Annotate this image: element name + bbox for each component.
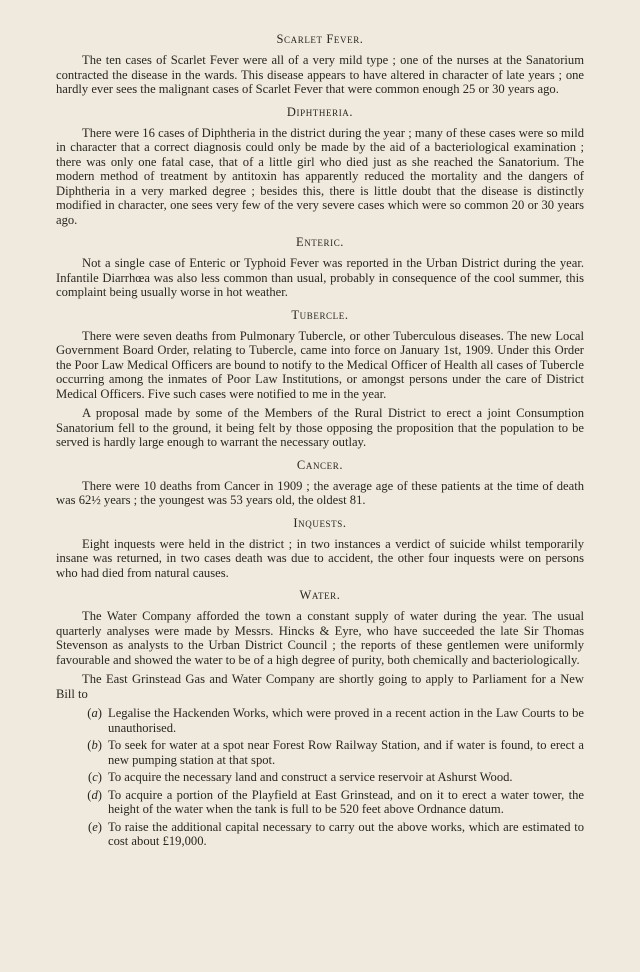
- section-heading: Enteric.: [295, 235, 345, 249]
- list-item: [56, 770, 584, 785]
- list-item-text: Legalise the Hackenden Works, which were proved in a recent action in the Law Courts to be unauthorised.: [108, 706, 584, 735]
- paragraph: There were seven deaths from Pulmonary Tubercle, or other Tuberculous diseases. The new Local Government Board Order, relating to Tubercle, came into force on January 1st, 1909. Under this Order the Poor Law Medical Officers are bound to notify to the Medical Officer of Health all cases of Tubercle occurring among the inmates of Poor Law Institutions, or amongst persons under the care of District Medical Officers. Five such cases were notified to me in the year.: [56, 328, 584, 401]
- list-item: [56, 738, 584, 767]
- section-tubercle: [56, 308, 584, 450]
- section-heading: Cancer.: [296, 457, 344, 472]
- list-marker: (a): [87, 706, 102, 720]
- paragraph: A proposal made by some of the Members of the Rural District to erect a joint Consumption Sanatorium fell to the ground, it being felt by those opposing the proposition that the population to be served is hardly large enough to warrant the necessary outlay.: [56, 406, 584, 449]
- list-item-text: To raise the additional capital necessary to carry out the above works, which are estimated to cost about £19,000.: [108, 819, 584, 848]
- section-heading: Water.: [299, 588, 341, 602]
- list-item-text: To acquire the necessary land and construct a service reservoir at Ashurst Wood.: [108, 770, 513, 784]
- list-marker: (e): [88, 819, 102, 834]
- paragraph: The ten cases of Scarlet Fever were all of a very mild type ; one of the nurses at the Sanatorium contracted the disease in the wards. This disease appears to have altered in character of late years ; one hardly ever sees the malignant cases of Scarlet Fever that were common enough 25 or 30 years ago.: [56, 53, 584, 96]
- list-item-text: To seek for water at a spot near Forest Row Railway Station, and if water is found, to erect a new pumping station at that spot.: [108, 738, 584, 767]
- paragraph: The Water Company afforded the town a constant supply of water during the year. The usual quarterly analyses were made by Messrs. Hincks & Eyre, who have succeeded the late Sir Thomas Stevenson as analysts to the Urban District Council ; the reports of these gentlemen were uniformly favourable and showed the water to be of a high degree of purity, both chemically and bacteriologically.: [56, 609, 584, 667]
- paragraph: The East Grinstead Gas and Water Company are shortly going to apply to Parliament for a New Bill to: [56, 672, 584, 701]
- list-marker: (d): [87, 787, 102, 802]
- list-marker: (b): [87, 738, 102, 752]
- bill-items-list: [56, 706, 584, 849]
- list-item: [56, 788, 584, 817]
- list-item-text: To acquire a portion of the Playfield at East Grinstead, and on it to erect a water tower, the height of the water when the tank is full to be 520 feet above Ordnance datum.: [108, 787, 584, 816]
- list-marker: (c): [88, 770, 102, 784]
- section-diphtheria: [56, 105, 584, 228]
- section-heading: Scarlet Fever.: [276, 32, 364, 46]
- paragraph: Not a single case of Enteric or Typhoid Fever was reported in the Urban District during the year. Infantile Diarrhœa was also less common than usual, probably in consequence of the cool summer, this complaint being usually worse in hot weather.: [56, 256, 584, 299]
- paragraph: Eight inquests were held in the district ; in two instances a verdict of suicide whilst temporarily insane was returned, in two cases death was due to accident, the other four inquests were on persons who had died from natural causes.: [56, 536, 584, 580]
- list-item: [56, 820, 584, 849]
- section-inquests: [56, 516, 584, 581]
- section-heading: Diphtheria.: [286, 104, 354, 119]
- section-heading: Tubercle.: [291, 307, 349, 322]
- section-cancer: [56, 458, 584, 508]
- paragraph: There were 16 cases of Diphtheria in the district during the year ; many of these cases were so mild in character that a correct diagnosis could only be made by the aid of a bacteriological examination ; there was only one fatal case, that of a little girl who died just as she reached the Sanatorium. The modern method of treatment by antitoxin has apparently reduced the mortality and the dangers of Diphtheria in a very marked degree ; besides this, there is little doubt that the disease is distinctly modified in character, one sees very few of the very severe cases which were so common 20 or 30 years ago.: [56, 125, 584, 227]
- section-enteric: [56, 235, 584, 300]
- section-water: [56, 588, 584, 849]
- section-scarlet-fever: [56, 32, 584, 97]
- list-item: [56, 706, 584, 735]
- paragraph: There were 10 deaths from Cancer in 1909 ; the average age of these patients at the time of death was 62½ years ; the youngest was 53 years old, the oldest 81.: [56, 478, 584, 507]
- section-heading: Inquests.: [293, 515, 347, 530]
